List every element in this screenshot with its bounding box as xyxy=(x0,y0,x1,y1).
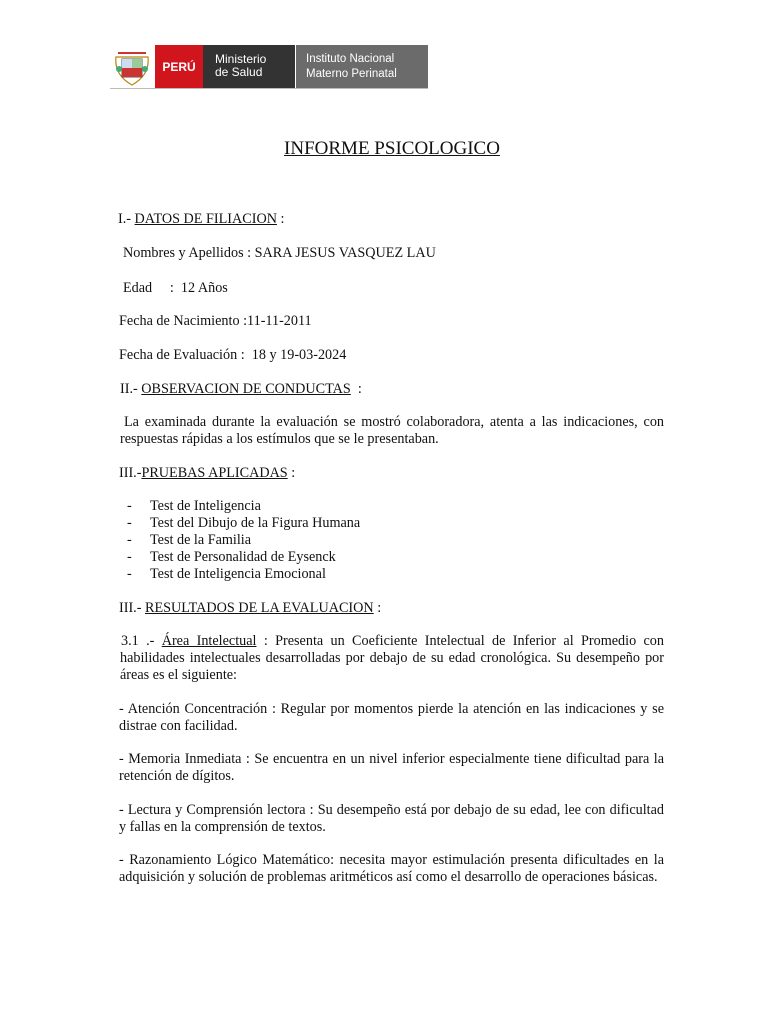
evaluation-date-line: Fecha de Evaluación : 18 y 19-03-2024 xyxy=(119,347,347,363)
result-item-attention: - Atención Concentración : Regular por momentos pierde la atención en las indicaciones y se distrae con facilidad. xyxy=(119,701,664,734)
list-item: - Test de la Familia xyxy=(127,532,252,548)
tests-list xyxy=(127,498,527,583)
section-prefix: II.- xyxy=(120,381,142,397)
result-item-reading: - Lectura y Comprensión lectora : Su desempeño está por debajo de su edad, lee con dificultad y fallas en la comprensión de textos. xyxy=(119,802,664,835)
logo-divider xyxy=(110,88,428,89)
section-suffix: : xyxy=(373,600,382,616)
list-item: - Test del Dibujo de la Figura Humana xyxy=(127,515,361,531)
section-suffix: : xyxy=(350,381,362,397)
section-datos-heading xyxy=(118,211,284,228)
result-item-math: - Razonamiento Lógico Matemático: necesita mayor estimulación presenta dificultades en la adquisición y solución de problemas aritméticos así como el desarrollo de operaciones básicas. xyxy=(119,852,664,885)
institute-line2: Materno Perinatal xyxy=(306,68,397,80)
intellectual-area-paragraph xyxy=(120,633,664,684)
subsection-prefix: 3.1 .- xyxy=(121,633,162,649)
section-suffix: : xyxy=(287,465,296,481)
subsection-text: : Presenta un Coeficiente Intelectual de Inferior al Promedio con habilidades intelectuales desarrolladas por debajo de su edad cronológica. Su desempeño por áreas es el siguiente: xyxy=(120,633,664,683)
age-line: Edad : 12 Años xyxy=(123,280,228,296)
subsection-title: Área Intelectual xyxy=(161,633,257,649)
list-item: - Test de Inteligencia xyxy=(127,498,261,514)
ministry-logo xyxy=(203,45,295,89)
section-resultados-heading xyxy=(119,600,381,617)
birth-date-line: Fecha de Nacimiento :11-11-2011 xyxy=(119,313,312,329)
section-title: OBSERVACION DE CONDUCTAS xyxy=(141,381,351,397)
section-pruebas-heading xyxy=(119,465,295,482)
peru-label: PERÚ xyxy=(155,45,203,89)
institute-line1: Instituto Nacional xyxy=(306,53,395,65)
section-prefix: I.- xyxy=(118,211,135,227)
ministry-line1: Ministerio xyxy=(215,52,267,66)
result-item-memory: - Memoria Inmediata : Se encuentra en un nivel inferior especialmente tiene dificultad para la retención de dígitos. xyxy=(119,751,664,784)
institute-logo xyxy=(296,45,428,89)
section-title: RESULTADOS DE LA EVALUACION xyxy=(145,600,374,616)
section-suffix: : xyxy=(276,211,285,227)
list-item: - Test de Inteligencia Emocional xyxy=(127,566,326,582)
observation-paragraph: La examinada durante la evaluación se mostró colaboradora, atenta a las indicaciones, con respuestas rápidas a los estímulos que se le presentaban. xyxy=(120,414,664,447)
section-title: PRUEBAS APLICADAS xyxy=(141,465,288,481)
section-title: DATOS DE FILIACION xyxy=(134,211,277,227)
name-line: Nombres y Apellidos : SARA JESUS VASQUEZ LAU xyxy=(123,245,436,261)
list-item: - Test de Personalidad de Eysenck xyxy=(127,549,336,565)
section-prefix: III.- xyxy=(119,465,142,481)
page-title: INFORME PSICOLOGICO xyxy=(284,138,500,159)
ministry-line2: de Salud xyxy=(215,65,263,79)
section-prefix: III.- xyxy=(119,600,145,616)
section-observacion-heading xyxy=(120,381,362,398)
peru-coat-of-arms-icon xyxy=(110,45,154,89)
